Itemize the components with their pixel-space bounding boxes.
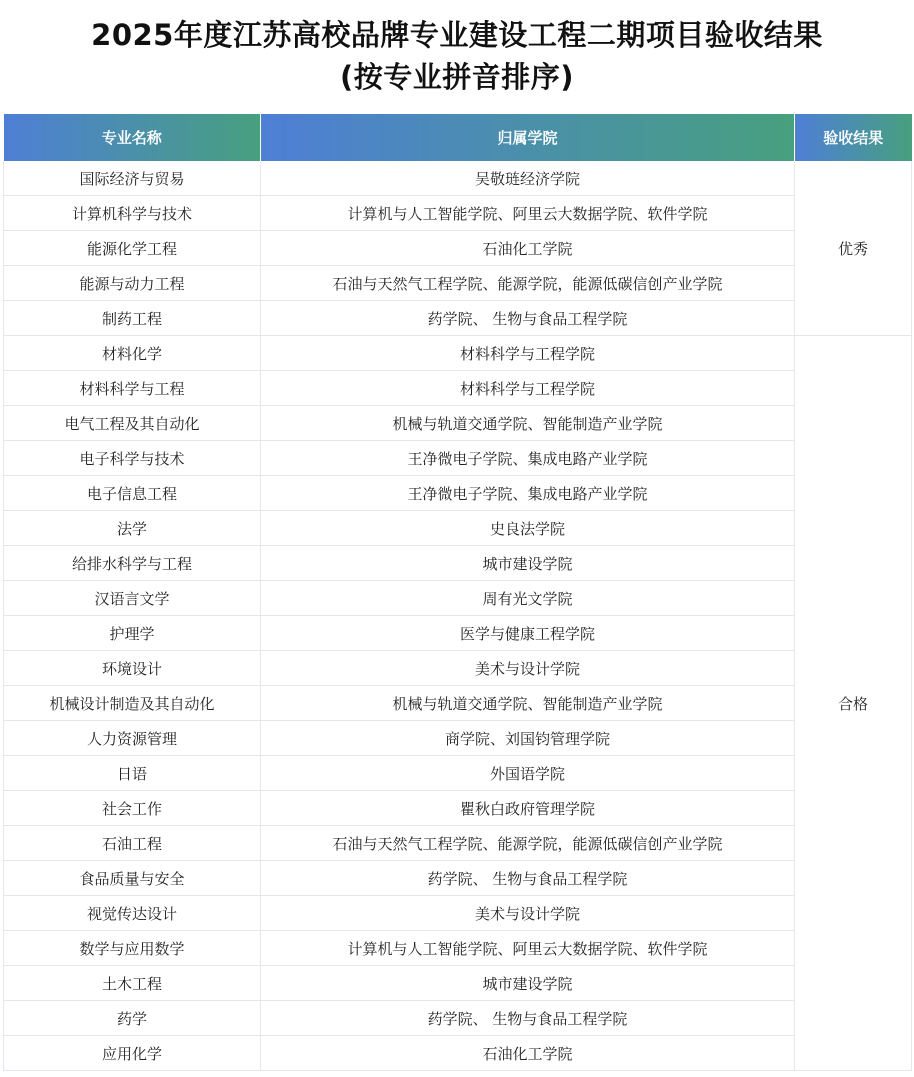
cell-college: 石油与天然气工程学院、能源学院，能源低碳信创产业学院 — [261, 826, 795, 861]
table-row — [4, 546, 912, 581]
cell-major: 给排水科学与工程 — [4, 546, 261, 581]
cell-college: 城市建设学院 — [261, 546, 795, 581]
cell-college: 药学院、 生物与食品工程学院 — [261, 301, 795, 336]
cell-major: 能源化学工程 — [4, 231, 261, 266]
table-row — [4, 686, 912, 721]
cell-college: 史良法学院 — [261, 511, 795, 546]
cell-major: 人力资源管理 — [4, 721, 261, 756]
cell-major: 社会工作 — [4, 791, 261, 826]
table-row — [4, 196, 912, 231]
cell-major: 制药工程 — [4, 301, 261, 336]
cell-major: 食品质量与安全 — [4, 861, 261, 896]
cell-college: 商学院、刘国钧管理学院 — [261, 721, 795, 756]
page-title — [0, 14, 914, 98]
cell-major: 土木工程 — [4, 966, 261, 1001]
table-row — [4, 476, 912, 511]
cell-major: 日语 — [4, 756, 261, 791]
cell-result: 优秀 — [795, 161, 912, 336]
table-row — [4, 1001, 912, 1036]
header-college: 归属学院 — [261, 114, 795, 161]
cell-major: 材料化学 — [4, 336, 261, 371]
table-row — [4, 721, 912, 756]
table-row — [4, 406, 912, 441]
cell-major: 国际经济与贸易 — [4, 161, 261, 196]
table-row — [4, 301, 912, 336]
cell-major: 材料科学与工程 — [4, 371, 261, 406]
cell-college: 瞿秋白政府管理学院 — [261, 791, 795, 826]
table-row — [4, 161, 912, 196]
table-header-row — [4, 114, 912, 161]
cell-major: 药学 — [4, 1001, 261, 1036]
cell-college: 美术与设计学院 — [261, 896, 795, 931]
cell-major: 护理学 — [4, 616, 261, 651]
table-row — [4, 231, 912, 266]
cell-major: 计算机科学与技术 — [4, 196, 261, 231]
table-row — [4, 826, 912, 861]
cell-college: 材料科学与工程学院 — [261, 336, 795, 371]
cell-major: 视觉传达设计 — [4, 896, 261, 931]
cell-college: 石油化工学院 — [261, 1036, 795, 1071]
cell-major: 电气工程及其自动化 — [4, 406, 261, 441]
cell-major: 能源与动力工程 — [4, 266, 261, 301]
header-result: 验收结果 — [795, 114, 912, 161]
table-row — [4, 266, 912, 301]
table-row — [4, 861, 912, 896]
table-row — [4, 966, 912, 1001]
header-major: 专业名称 — [4, 114, 261, 161]
table-row — [4, 581, 912, 616]
cell-major: 机械设计制造及其自动化 — [4, 686, 261, 721]
cell-major: 环境设计 — [4, 651, 261, 686]
cell-college: 外国语学院 — [261, 756, 795, 791]
cell-result: 合格 — [795, 336, 912, 1071]
title-line-2: (按专业拼音排序) — [339, 60, 574, 94]
table-row — [4, 756, 912, 791]
table-row — [4, 651, 912, 686]
cell-major: 汉语言文学 — [4, 581, 261, 616]
cell-major: 数学与应用数学 — [4, 931, 261, 966]
cell-college: 城市建设学院 — [261, 966, 795, 1001]
cell-major: 法学 — [4, 511, 261, 546]
cell-major: 电子科学与技术 — [4, 441, 261, 476]
cell-college: 王净微电子学院、集成电路产业学院 — [261, 476, 795, 511]
title-line-1: 2025年度江苏高校品牌专业建设工程二期项目验收结果 — [91, 18, 823, 52]
cell-college: 计算机与人工智能学院、阿里云大数据学院、软件学院 — [261, 196, 795, 231]
cell-major: 电子信息工程 — [4, 476, 261, 511]
cell-college: 美术与设计学院 — [261, 651, 795, 686]
results-table — [3, 114, 912, 1071]
table-row — [4, 791, 912, 826]
cell-college: 石油与天然气工程学院、能源学院，能源低碳信创产业学院 — [261, 266, 795, 301]
cell-college: 计算机与人工智能学院、阿里云大数据学院、软件学院 — [261, 931, 795, 966]
cell-college: 周有光文学院 — [261, 581, 795, 616]
table-body — [4, 161, 912, 1071]
cell-college: 吴敬琏经济学院 — [261, 161, 795, 196]
table-row — [4, 441, 912, 476]
cell-college: 材料科学与工程学院 — [261, 371, 795, 406]
cell-college: 机械与轨道交通学院、智能制造产业学院 — [261, 686, 795, 721]
cell-major: 石油工程 — [4, 826, 261, 861]
cell-college: 医学与健康工程学院 — [261, 616, 795, 651]
table-row — [4, 616, 912, 651]
cell-college: 机械与轨道交通学院、智能制造产业学院 — [261, 406, 795, 441]
cell-college: 石油化工学院 — [261, 231, 795, 266]
table-row — [4, 511, 912, 546]
cell-major: 应用化学 — [4, 1036, 261, 1071]
table-row — [4, 336, 912, 371]
table-row — [4, 371, 912, 406]
table-row — [4, 1036, 912, 1071]
table-row — [4, 931, 912, 966]
cell-college: 王净微电子学院、集成电路产业学院 — [261, 441, 795, 476]
cell-college: 药学院、 生物与食品工程学院 — [261, 1001, 795, 1036]
table-row — [4, 896, 912, 931]
cell-college: 药学院、 生物与食品工程学院 — [261, 861, 795, 896]
